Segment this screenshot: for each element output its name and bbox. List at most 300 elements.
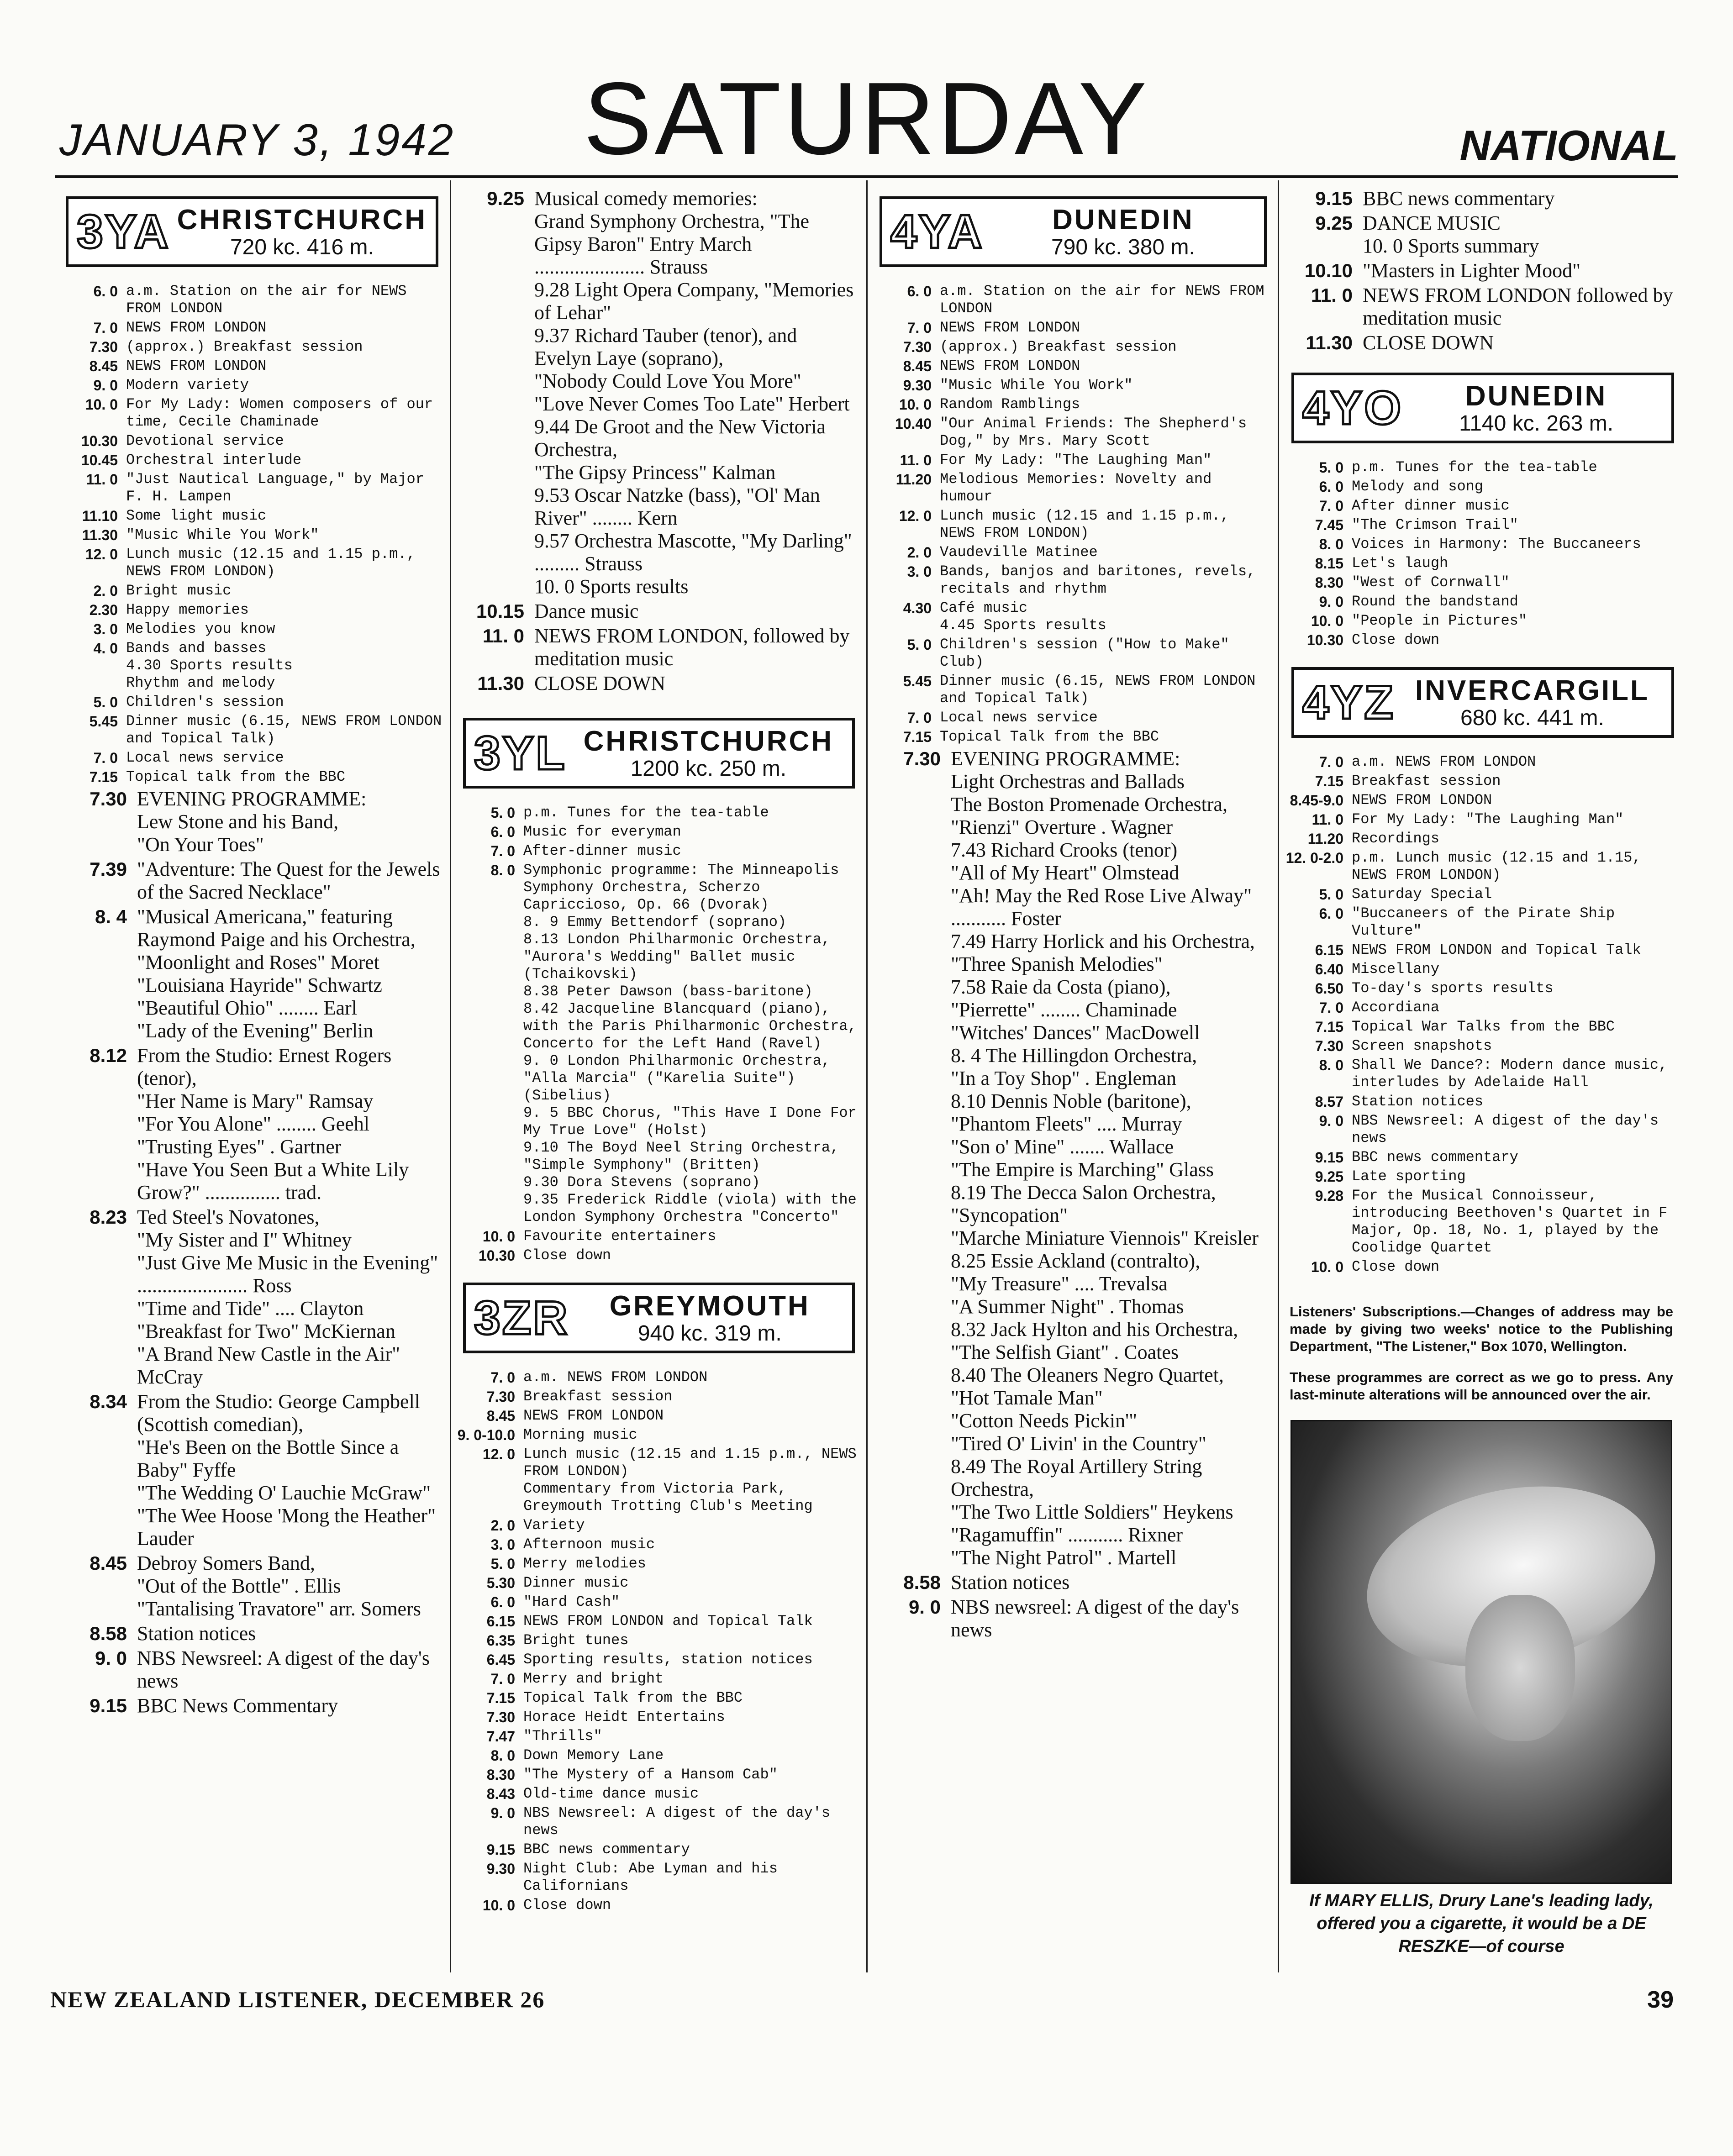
station-call: 3YL (474, 727, 567, 780)
programme-time: 6.50 (1315, 980, 1343, 997)
station-city: CHRISTCHURCH (583, 726, 834, 757)
programme-time: 8.45 (90, 1552, 127, 1574)
programme-entry (1285, 961, 1678, 978)
programme-text: a.m. NEWS FROM LONDON (1352, 753, 1536, 770)
programme-entry (1285, 331, 1678, 354)
page-header (50, 46, 1683, 174)
station-call: 3ZR (474, 1292, 569, 1345)
programme-time: 8. 0 (490, 1747, 515, 1764)
programme-text: EVENING PROGRAMME: Lew Stone and his Band, "On Your Toes" (137, 787, 367, 856)
programme-text: NEWS FROM LONDON (523, 1407, 664, 1424)
programme-text: Musical comedy memories: Grand Symphony Orchestra, "The Gipsy Baron" Entry March ...................... Strauss 9.28 Light Opera Company, "Memories of Lehar" 9.37 Richard Tauber (tenor), and Evelyn Laye (soprano), "Nobody Could Love You More" "Love Never Comes Too Late" Herbert 9.44 De Groot and the New Victoria Orchestra, "The Gipsy Princess" Kalman 9.53 Oscar Natzke (bass), "Ol' Man River" ........ Kern 9.57 Orchestra Mascotte, "My Darling" ......... Strauss 10. 0 Sports results (534, 187, 854, 598)
programme-time: 6. 0 (1319, 905, 1343, 922)
programme-entry (1285, 999, 1678, 1016)
programme-entry (59, 694, 442, 711)
programme-text: (approx.) Breakfast session (126, 338, 363, 355)
programme-entry (1285, 753, 1678, 771)
programme-text: p.m. Lunch music (12.15 and 1.15, NEWS FROM LONDON) (1352, 849, 1650, 883)
programme-text: Let's laugh (1352, 554, 1449, 572)
programme-time: 9.25 (1315, 1168, 1343, 1185)
programme-time: 11.20 (895, 471, 932, 488)
programme-time: 7.15 (486, 1689, 515, 1706)
programme-text: Vaudeville Matinee (940, 543, 1098, 561)
programme-time: 8.15 (1315, 555, 1343, 572)
programme-entry (457, 187, 859, 598)
programme-time: 10. 0 (85, 396, 118, 413)
programme-entry (59, 712, 451, 747)
programme-time: 5.30 (486, 1574, 515, 1591)
programme-list (1285, 753, 1678, 1276)
programme-entry (1285, 1149, 1678, 1166)
programme-text: Saturday Special (1352, 885, 1492, 903)
programme-text: "Adventure: The Quest for the Jewels of the Sacred Necklace" (137, 857, 445, 903)
programme-time: 8. 0 (1319, 536, 1343, 552)
programme-entry (457, 1517, 859, 1534)
programme-text: "Music While You Work" (940, 376, 1133, 394)
programme-entry (59, 396, 442, 431)
programme-time: 2. 0 (907, 544, 932, 561)
programme-entry (873, 563, 1270, 598)
programme-text: "Hard Cash" (523, 1593, 620, 1610)
programme-entry (457, 1407, 859, 1425)
programme-text: Dinner music (6.15, NEWS FROM LONDON and Topical Talk) (940, 672, 1264, 707)
programme-time: 7. 0 (907, 709, 932, 726)
programme-text: Local news service (940, 709, 1098, 726)
programme-entry (873, 507, 1270, 542)
programme-time: 10.40 (895, 415, 932, 432)
programme-text: Lunch music (12.15 and 1.15 p.m., NEWS FROM LONDON) Commentary from Victoria Park, Greymouth Trotting Club's Meeting (523, 1445, 857, 1514)
programme-text: a.m. NEWS FROM LONDON (523, 1368, 708, 1386)
programme-entry (1285, 612, 1678, 630)
programme-text: NEWS FROM LONDON followed by meditation music (1363, 284, 1678, 329)
programme-entry (1285, 849, 1678, 884)
programme-time: 10. 0 (482, 1228, 515, 1245)
programme-text: BBC news commentary (1352, 1148, 1518, 1166)
programme-text: Close down (523, 1896, 611, 1914)
programme-entry (59, 1206, 442, 1388)
programme-text: Close down (1352, 631, 1440, 648)
programme-entry (59, 1694, 442, 1717)
programme-text: Breakfast session (1352, 772, 1501, 789)
programme-entry (873, 673, 1270, 707)
station-banner-4yz (1291, 667, 1674, 738)
programme-time: 5. 0 (490, 804, 515, 821)
station-city: GREYMOUTH (609, 1290, 810, 1322)
programme-text: Children's session (126, 693, 284, 710)
programme-time: 8.34 (90, 1390, 127, 1412)
programme-text: (approx.) Breakfast session (940, 338, 1177, 355)
programme-text: p.m. Tunes for the tea-table (1352, 458, 1597, 476)
programme-text: "Buccaneers of the Pirate Ship Vulture" (1352, 904, 1624, 939)
programme-entry (1285, 593, 1678, 610)
programme-entry (1285, 497, 1678, 515)
programme-entry (873, 452, 1270, 469)
station-call: 3YA (77, 205, 170, 259)
programme-time: 3. 0 (907, 563, 932, 580)
programme-time: 9.30 (486, 1860, 515, 1877)
programme-text: Music for everyman (523, 823, 681, 840)
programme-time: 8.30 (486, 1766, 515, 1783)
programme-entry (457, 1747, 859, 1764)
programme-time: 6.15 (1315, 941, 1343, 958)
programme-time: 10. 0 (1311, 1258, 1343, 1275)
programme-time: 6.40 (1315, 961, 1343, 978)
programme-time: 7. 0 (1319, 753, 1343, 770)
programme-text: NBS Newsreel: A digest of the day's news (1352, 1112, 1668, 1146)
programme-time: 9. 0 (93, 377, 118, 394)
programme-text: Merry melodies (523, 1555, 646, 1572)
programme-time: 7.39 (90, 858, 127, 880)
programme-text: After dinner music (1352, 497, 1510, 514)
programme-time: 7.30 (903, 338, 932, 355)
programme-entry (59, 526, 442, 544)
programme-text: Topical Talk from the BBC (523, 1689, 743, 1706)
programme-time: 9.28 (1315, 1187, 1343, 1204)
programme-text: Local news service (126, 749, 284, 766)
programme-entry (59, 1552, 442, 1620)
station-banner-4yo (1291, 373, 1674, 443)
programme-time: 4.30 (903, 599, 932, 616)
station-call: 4YA (890, 205, 984, 259)
programme-text: For My Lady: "The Laughing Man" (1352, 810, 1624, 828)
column-4ya-continued (1285, 187, 1678, 1970)
programme-text: Debroy Somers Band, "Out of the Bottle" . Ellis "Tantalising Travatore" arr. Somers (137, 1551, 421, 1620)
programme-entry (1285, 478, 1678, 495)
programme-time: 8. 0 (1319, 1057, 1343, 1073)
programme-entry (59, 582, 442, 599)
programme-entry (1285, 1093, 1678, 1110)
programme-time: 11.30 (1306, 332, 1353, 353)
programme-entry (59, 768, 442, 786)
programme-time: 10.30 (81, 432, 118, 449)
programme-time: 9. 0-10.0 (457, 1426, 515, 1443)
programme-text: Bands and basses 4.30 Sports results Rhythm and melody (126, 639, 293, 691)
programme-text: "Just Nautical Language," by Major F. H. Lampen (126, 470, 433, 505)
programme-entry (59, 857, 445, 904)
programme-text: Down Memory Lane (523, 1746, 664, 1764)
programme-entry (457, 1728, 859, 1745)
programme-time: 9. 0 (1319, 593, 1343, 610)
programme-list (59, 282, 451, 1717)
programme-time: 9.25 (1315, 212, 1353, 234)
programme-time: 11.30 (82, 526, 118, 543)
programme-time: 12. 0 (899, 507, 932, 524)
programme-time: 5.45 (89, 713, 118, 730)
programme-text: Topical War Talks from the BBC (1352, 1018, 1615, 1035)
programme-text: Happy memories (126, 601, 249, 618)
programme-text: "People in Pictures" (1352, 612, 1528, 629)
programme-time: 7.45 (1315, 516, 1343, 533)
programme-text: NBS Newsreel: A digest of the day's news (137, 1646, 435, 1692)
programme-time: 7.47 (486, 1728, 515, 1745)
programme-text: CLOSE DOWN (1363, 331, 1494, 354)
programme-list (457, 187, 859, 695)
programme-time: 11. 0 (482, 625, 524, 647)
programme-entry (59, 640, 442, 692)
programme-entry (457, 1228, 859, 1245)
programme-entry (1285, 259, 1678, 282)
programme-time: 10.15 (476, 600, 524, 622)
programme-time: 10.10 (1304, 260, 1353, 281)
issue-date: JANUARY 3, 1942 (59, 115, 455, 165)
station-city: DUNEDIN (1052, 204, 1194, 236)
programme-entry (457, 804, 859, 821)
programme-time: 7. 0 (490, 842, 515, 859)
programme-entry (457, 1709, 859, 1726)
programme-entry (59, 601, 442, 619)
station-frequency: 940 kc. 319 m. (637, 1321, 782, 1346)
programme-entry (457, 1574, 859, 1592)
programme-time: 7.30 (486, 1709, 515, 1725)
programme-text: "Our Animal Friends: The Shepherd's Dog," by Mrs. Mary Scott (940, 415, 1256, 449)
programme-entry (1285, 980, 1678, 997)
programme-entry (457, 1785, 859, 1803)
programme-text: NEWS FROM LONDON (126, 357, 267, 374)
station-city: INVERCARGILL (1415, 674, 1649, 706)
column-divider (450, 180, 451, 1972)
programme-text: For My Lady: Women composers of our time, Cecile Chaminade (126, 395, 442, 430)
programme-text: Screen snapshots (1352, 1037, 1492, 1054)
column-3ya (59, 187, 451, 1970)
programme-time: 7.30 (89, 338, 118, 355)
programme-time: 9. 0 (1319, 1112, 1343, 1129)
column-3ya-continued (457, 187, 859, 1970)
programme-entry (59, 338, 442, 356)
programme-entry (457, 600, 859, 623)
subscriptions-note (1290, 1303, 1673, 1404)
programme-text: Station notices (1352, 1093, 1484, 1110)
programme-time: 10.30 (478, 1247, 515, 1264)
programme-text: NBS newsreel: A digest of the day's news (951, 1595, 1244, 1641)
programme-text: Recordings (1352, 830, 1440, 847)
programme-time: 8. 4 (95, 905, 127, 927)
programme-entry (59, 283, 442, 317)
programme-time: 10.30 (1306, 631, 1343, 648)
programme-text: EVENING PROGRAMME: Light Orchestras and Ballads The Boston Promenade Orchestra, "Rienzi" Overture . Wagner 7.43 Richard Crooks (tenor) "All of My Heart" Olmstead "Ah! May the Red Rose Live Alway" ........... Foster 7.49 Harry Horlick and his Orchestra, "Three Spanish Melodies" 7.58 Raie da Costa (piano), "Pierrette" ........ Chaminade "Witches' Dances" MacDowell 8. 4 The Hillingdon Orchestra, "In a Toy Shop" . Engleman 8.10 Dennis Noble (baritone), "Phantom Fleets" .... Murray "Son o' Mine" ....... Wallace "The Empire is Marching" Glass 8.19 The Decca Salon Orchestra, "Syncopation" "Marche Miniature Viennois" Kreisler 8.25 Essie Ackland (contralto), "My Treasure" .... Trevalsa "A Summer Night" . Thomas 8.32 Jack Hylton and his Orchestra, "The Selfish Giant" . Coates 8.40 The Oleaners Negro Quartet, "Hot Tamale Man" "Cotton Needs Pickin'" "Tired O' Livin' in the Country" 8.49 The Royal Artillery String Orchestra, "The Two Little Soldiers" Heykens "Ragamuffin" ........... Rixner "The Night Patrol" . Martell (951, 747, 1259, 1569)
station-call: 4YO (1302, 382, 1403, 435)
station-city: DUNEDIN (1465, 380, 1607, 412)
programme-time: 9. 0 (908, 1596, 941, 1618)
programme-time: 8.45 (903, 358, 932, 374)
programme-entry (457, 1804, 859, 1839)
programme-entry (457, 1593, 859, 1611)
programme-time: 7.15 (89, 768, 118, 785)
programme-text: Old-time dance music (523, 1785, 699, 1802)
programme-time: 8.12 (90, 1044, 127, 1066)
programme-text: From the Studio: George Campbell (Scottish comedian), "He's Been on the Bottle Since a Baby" Fyffe "The Wedding O' Lauchie McGraw" "The Wee Hoose 'Mong the Heather" Lauder (137, 1390, 436, 1550)
programme-entry (1285, 459, 1678, 476)
programme-entry (457, 1860, 859, 1895)
network-label: NATIONAL (1459, 121, 1678, 169)
programme-entry (1285, 811, 1678, 828)
programme-entry (457, 1632, 859, 1649)
programme-entry (457, 1766, 859, 1783)
station-frequency: 680 kc. 441 m. (1460, 706, 1604, 731)
programme-time: 9. 0 (490, 1804, 515, 1821)
programme-time: 6. 0 (490, 823, 515, 840)
programme-text: Close down (523, 1246, 611, 1264)
programme-text: Round the bandstand (1352, 593, 1518, 610)
programme-entry (1285, 555, 1678, 572)
programme-time: 12. 0 (482, 1446, 515, 1462)
programme-time: 8.23 (90, 1206, 127, 1228)
programme-text: "The Mystery of a Hansom Cab" (523, 1766, 778, 1783)
programme-text: Orchestral interlude (126, 451, 302, 468)
programme-text: Modern variety (126, 376, 249, 394)
programme-time: 3. 0 (93, 621, 118, 637)
programme-time: 7.30 (90, 788, 127, 810)
programme-text: Night Club: Abe Lyman and his Californians (523, 1860, 787, 1894)
programme-time: 12. 0 (85, 546, 118, 563)
programme-time: 2. 0 (93, 582, 118, 599)
programme-time: 5. 0 (1319, 886, 1343, 903)
programme-entry (873, 1596, 1270, 1641)
programme-time: 6.35 (486, 1632, 515, 1649)
programme-time: 9.15 (1315, 188, 1353, 209)
programme-entry (1285, 773, 1678, 790)
programme-text: "Thrills" (523, 1727, 602, 1745)
programme-entry (457, 1670, 859, 1688)
programme-entry (1285, 574, 1678, 591)
programme-entry (59, 621, 442, 638)
programme-entry (457, 1446, 859, 1515)
programme-text: Ted Steel's Novatones, "My Sister and I" Whitney "Just Give Me Music in the Evening" ...................... Ross "Time and Tide" .... Clayton "Breakfast for Two" McKiernan "A Brand New Castle in the Air" McCray (137, 1205, 438, 1388)
programme-time: 7.15 (903, 728, 932, 745)
programme-text: Dinner music (6.15, NEWS FROM LONDON and Topical Talk) (126, 712, 451, 747)
programme-text: Melodious Memories: Novelty and humour (940, 470, 1221, 505)
programme-time: 6. 0 (93, 283, 118, 300)
programme-text: BBC news commentary (523, 1840, 690, 1858)
programme-entry (457, 862, 859, 1226)
programme-time: 6. 0 (490, 1593, 515, 1610)
programme-time: 7. 0 (1319, 497, 1343, 514)
programme-text: Bands, banjos and baritones, revels, recitals and rhythm (940, 563, 1264, 597)
programme-time: 10. 0 (899, 396, 932, 413)
programme-time: 7.15 (1315, 773, 1343, 789)
programme-text: "West of Cornwall" (1352, 573, 1510, 591)
programme-entry (59, 1647, 442, 1693)
programme-entry (59, 1390, 442, 1550)
programme-entry (59, 432, 442, 450)
programme-time: 7. 0 (93, 749, 118, 766)
programme-time: 5. 0 (93, 694, 118, 710)
programme-text: Accordiana (1352, 999, 1440, 1016)
programme-text: Station notices (951, 1571, 1070, 1593)
programme-text: NBS Newsreel: A digest of the day's news (523, 1804, 839, 1839)
programme-time: 10. 0 (1311, 612, 1343, 629)
programme-text: "Masters in Lighter Mood" (1363, 259, 1581, 282)
programme-list (873, 282, 1273, 1641)
programme-entry (873, 319, 1270, 337)
station-banner-3yl (463, 718, 855, 789)
programme-time: 8.57 (1315, 1093, 1343, 1110)
programme-time: 7.15 (1315, 1018, 1343, 1035)
programme-time: 7. 0 (907, 319, 932, 336)
programme-entry (873, 1571, 1270, 1594)
programme-text: Devotional service (126, 432, 284, 449)
day-title: SATURDAY (583, 61, 1150, 176)
station-frequency: 720 kc. 416 m. (230, 235, 374, 260)
programme-time: 6. 0 (907, 283, 932, 300)
programme-text: Lunch music (12.15 and 1.15 p.m., NEWS FROM LONDON) (940, 507, 1238, 542)
programme-entry (1285, 187, 1678, 210)
programme-text: a.m. Station on the air for NEWS FROM LONDON (940, 282, 1273, 317)
programme-entry (1285, 792, 1678, 809)
programme-entry (457, 1897, 859, 1914)
programme-text: "Music While You Work" (126, 526, 319, 543)
programme-time: 8. 0 (490, 862, 515, 878)
programme-entry (873, 471, 1270, 505)
portrait-face (1465, 1595, 1575, 1741)
programme-entry (457, 842, 859, 860)
programme-time: 11.10 (82, 507, 118, 524)
programme-entry (457, 1841, 859, 1858)
programme-time: 7. 0 (93, 319, 118, 336)
programme-entry (873, 415, 1270, 450)
programme-entry (1285, 830, 1678, 847)
programme-time: 7. 0 (1319, 999, 1343, 1016)
programme-time: 6.15 (486, 1613, 515, 1630)
programme-entry (59, 377, 442, 394)
programme-entry (457, 823, 859, 841)
programme-text: BBC news commentary (1363, 187, 1555, 210)
programme-time: 5. 0 (490, 1555, 515, 1572)
programme-time: 8.45 (486, 1407, 515, 1424)
station-banner-3zr (463, 1283, 855, 1353)
programme-entry (59, 905, 442, 1042)
programme-text: Breakfast session (523, 1388, 673, 1405)
station-frequency: 1200 kc. 250 m. (630, 757, 787, 781)
programme-text: To-day's sports results (1352, 979, 1554, 997)
programme-text: For My Lady: "The Laughing Man" (940, 451, 1212, 468)
programme-time: 5. 0 (1319, 459, 1343, 476)
programme-entry (873, 282, 1273, 317)
programme-text: Melody and song (1352, 478, 1484, 495)
station-frequency: 790 kc. 380 m. (1051, 235, 1195, 260)
programme-entry (873, 636, 1270, 671)
programme-text: p.m. Tunes for the tea-table (523, 804, 769, 821)
programme-entry (59, 546, 442, 580)
programme-entry (59, 507, 442, 525)
programme-time: 5.45 (903, 673, 932, 689)
advertisement-photo (1291, 1420, 1672, 1884)
programme-time: 11.20 (1307, 830, 1343, 847)
programme-entry (457, 1651, 859, 1668)
programme-time: 9.15 (90, 1694, 127, 1716)
programme-text: Some light music (126, 507, 267, 524)
programme-text: Morning music (523, 1426, 637, 1443)
column-divider (1278, 180, 1279, 1972)
programme-time: 7. 0 (490, 1369, 515, 1386)
programme-time: 9.15 (1315, 1149, 1343, 1166)
programme-time: 11.30 (477, 673, 524, 694)
programme-entry (873, 728, 1270, 746)
programme-entry (1285, 212, 1678, 258)
programme-text: Random Ramblings (940, 395, 1080, 413)
programme-entry (873, 396, 1270, 413)
programme-time: 11. 0 (1312, 811, 1343, 828)
programme-entry (457, 1689, 859, 1707)
programme-text: Station notices (137, 1622, 256, 1645)
programme-entry (59, 1622, 442, 1645)
programme-list (1285, 187, 1678, 354)
programme-time: 7. 0 (490, 1670, 515, 1687)
programme-entry (873, 358, 1270, 375)
advertisement-caption: If MARY ELLIS, Drury Lane's leading lady, offered you a cigarette, it would be a DE RESZKE—of course (1309, 1891, 1654, 1956)
programme-list (1285, 459, 1678, 649)
programme-time: 8.45 (89, 358, 118, 374)
programme-entry (1285, 905, 1678, 940)
